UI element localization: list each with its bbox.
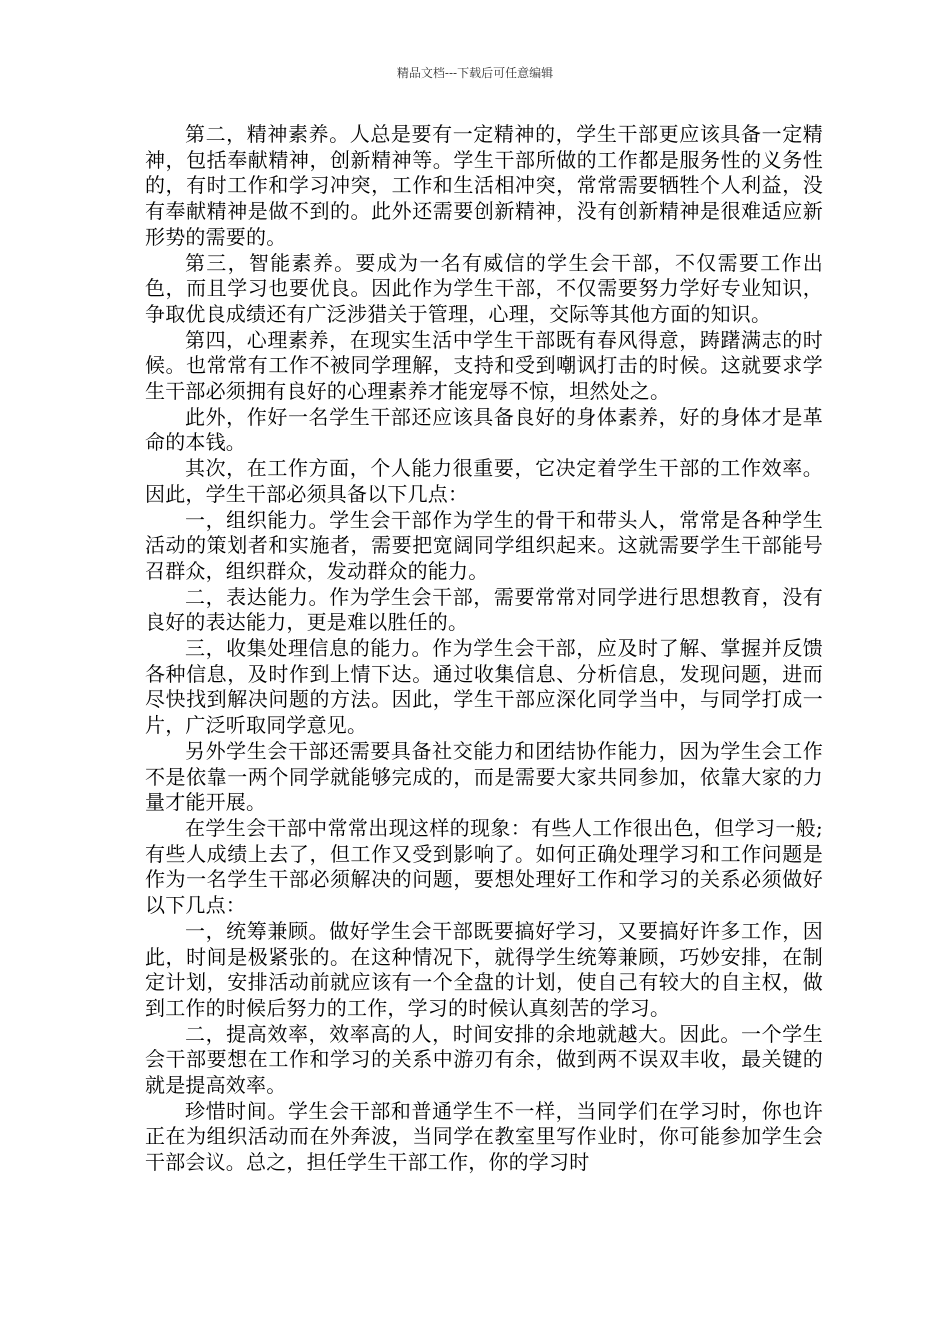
paragraph: 另外学生会干部还需要具备社交能力和团结协作能力，因为学生会工作不是依靠一两个同学就能够完成的，而是需要大家共同参加，依靠大家的力量才能开展。 (145, 738, 823, 815)
paragraph: 二，表达能力。作为学生会干部，需要常常对同学进行思想教育，没有良好的表达能力，更是难以胜任的。 (145, 584, 823, 635)
paragraph: 三，收集处理信息的能力。作为学生会干部，应及时了解、掌握并反馈各种信息，及时作到上情下达。通过收集信息、分析信息，发现问题，进而尽快找到解决问题的方法。因此，学生干部应深化同学当中，与同学打成一片，广泛听取同学意见。 (145, 636, 823, 738)
paragraph: 此外，作好一名学生干部还应该具备良好的身体素养，好的身体才是革命的本钱。 (145, 404, 823, 455)
page-header: 精品文档---下载后可任意编辑 (396, 66, 554, 80)
paragraph: 其次，在工作方面，个人能力很重要，它决定着学生干部的工作效率。因此，学生干部必须具备以下几点： (145, 456, 823, 506)
paragraph: 第二，精神素养。人总是要有一定精神的，学生干部更应该具备一定精神，包括奉献精神，创新精神等。学生干部所做的工作都是服务性的义务性的，有时工作和学习冲突，工作和生活相冲突，常常需要牺牲个人利益，没有奉献精神是做不到的。此外还需要创新精神，没有创新精神是很难适应新形势的需要的。 (145, 122, 823, 249)
paragraph: 二，提高效率，效率高的人，时间安排的余地就越大。因此。一个学生会干部要想在工作和学习的关系中游刃有余，做到两不误双丰收，最关键的就是提高效率。 (145, 1021, 823, 1098)
paragraph: 第四，心理素养，在现实生活中学生干部既有春风得意，踌躇满志的时候。也常常有工作不被同学理解，支持和受到嘲讽打击的时候。这就要求学生干部必须拥有良好的心理素养才能宠辱不惊，坦然处之。 (145, 327, 823, 404)
paragraph: 一，组织能力。学生会干部作为学生的骨干和带头人，常常是各种学生活动的策划者和实施者，需要把宽阔同学组织起来。这就需要学生干部能号召群众，组织群众，发动群众的能力。 (145, 507, 823, 583)
paragraph: 一，统筹兼顾。做好学生会干部既要搞好学习，又要搞好许多工作，因此，时间是极紧张的。在这种情况下，就得学生统筹兼顾，巧妙安排，在制定计划，安排活动前就应该有一个全盘的计划，使自己有较大的自主权，做到工作的时候后努力的工作，学习的时候认真刻苦的学习。 (145, 918, 823, 1020)
paragraph: 在学生会干部中常常出现这样的现象：有些人工作很出色，但学习一般;有些人成绩上去了，但工作又受到影响了。如何正确处理学习和工作问题是作为一名学生干部必须解决的问题，要想处理好工作和学习的关系必须做好以下几点： (145, 815, 823, 918)
paragraph: 珍惜时间。学生会干部和普通学生不一样，当同学们在学习时，你也许正在为组织活动而在外奔波，当同学在教室里写作业时，你可能参加学生会干部会议。总之，担任学生干部工作，你的学习时 (145, 1098, 823, 1175)
paragraph: 第三，智能素养。要成为一名有威信的学生会干部，不仅需要工作出色，而且学习也要优良。因此作为学生干部，不仅需要努力学好专业知识，争取优良成绩还有广泛涉猎关于管理，心理，交际等其他方面的知识。 (145, 250, 823, 326)
document-body (145, 122, 823, 1176)
